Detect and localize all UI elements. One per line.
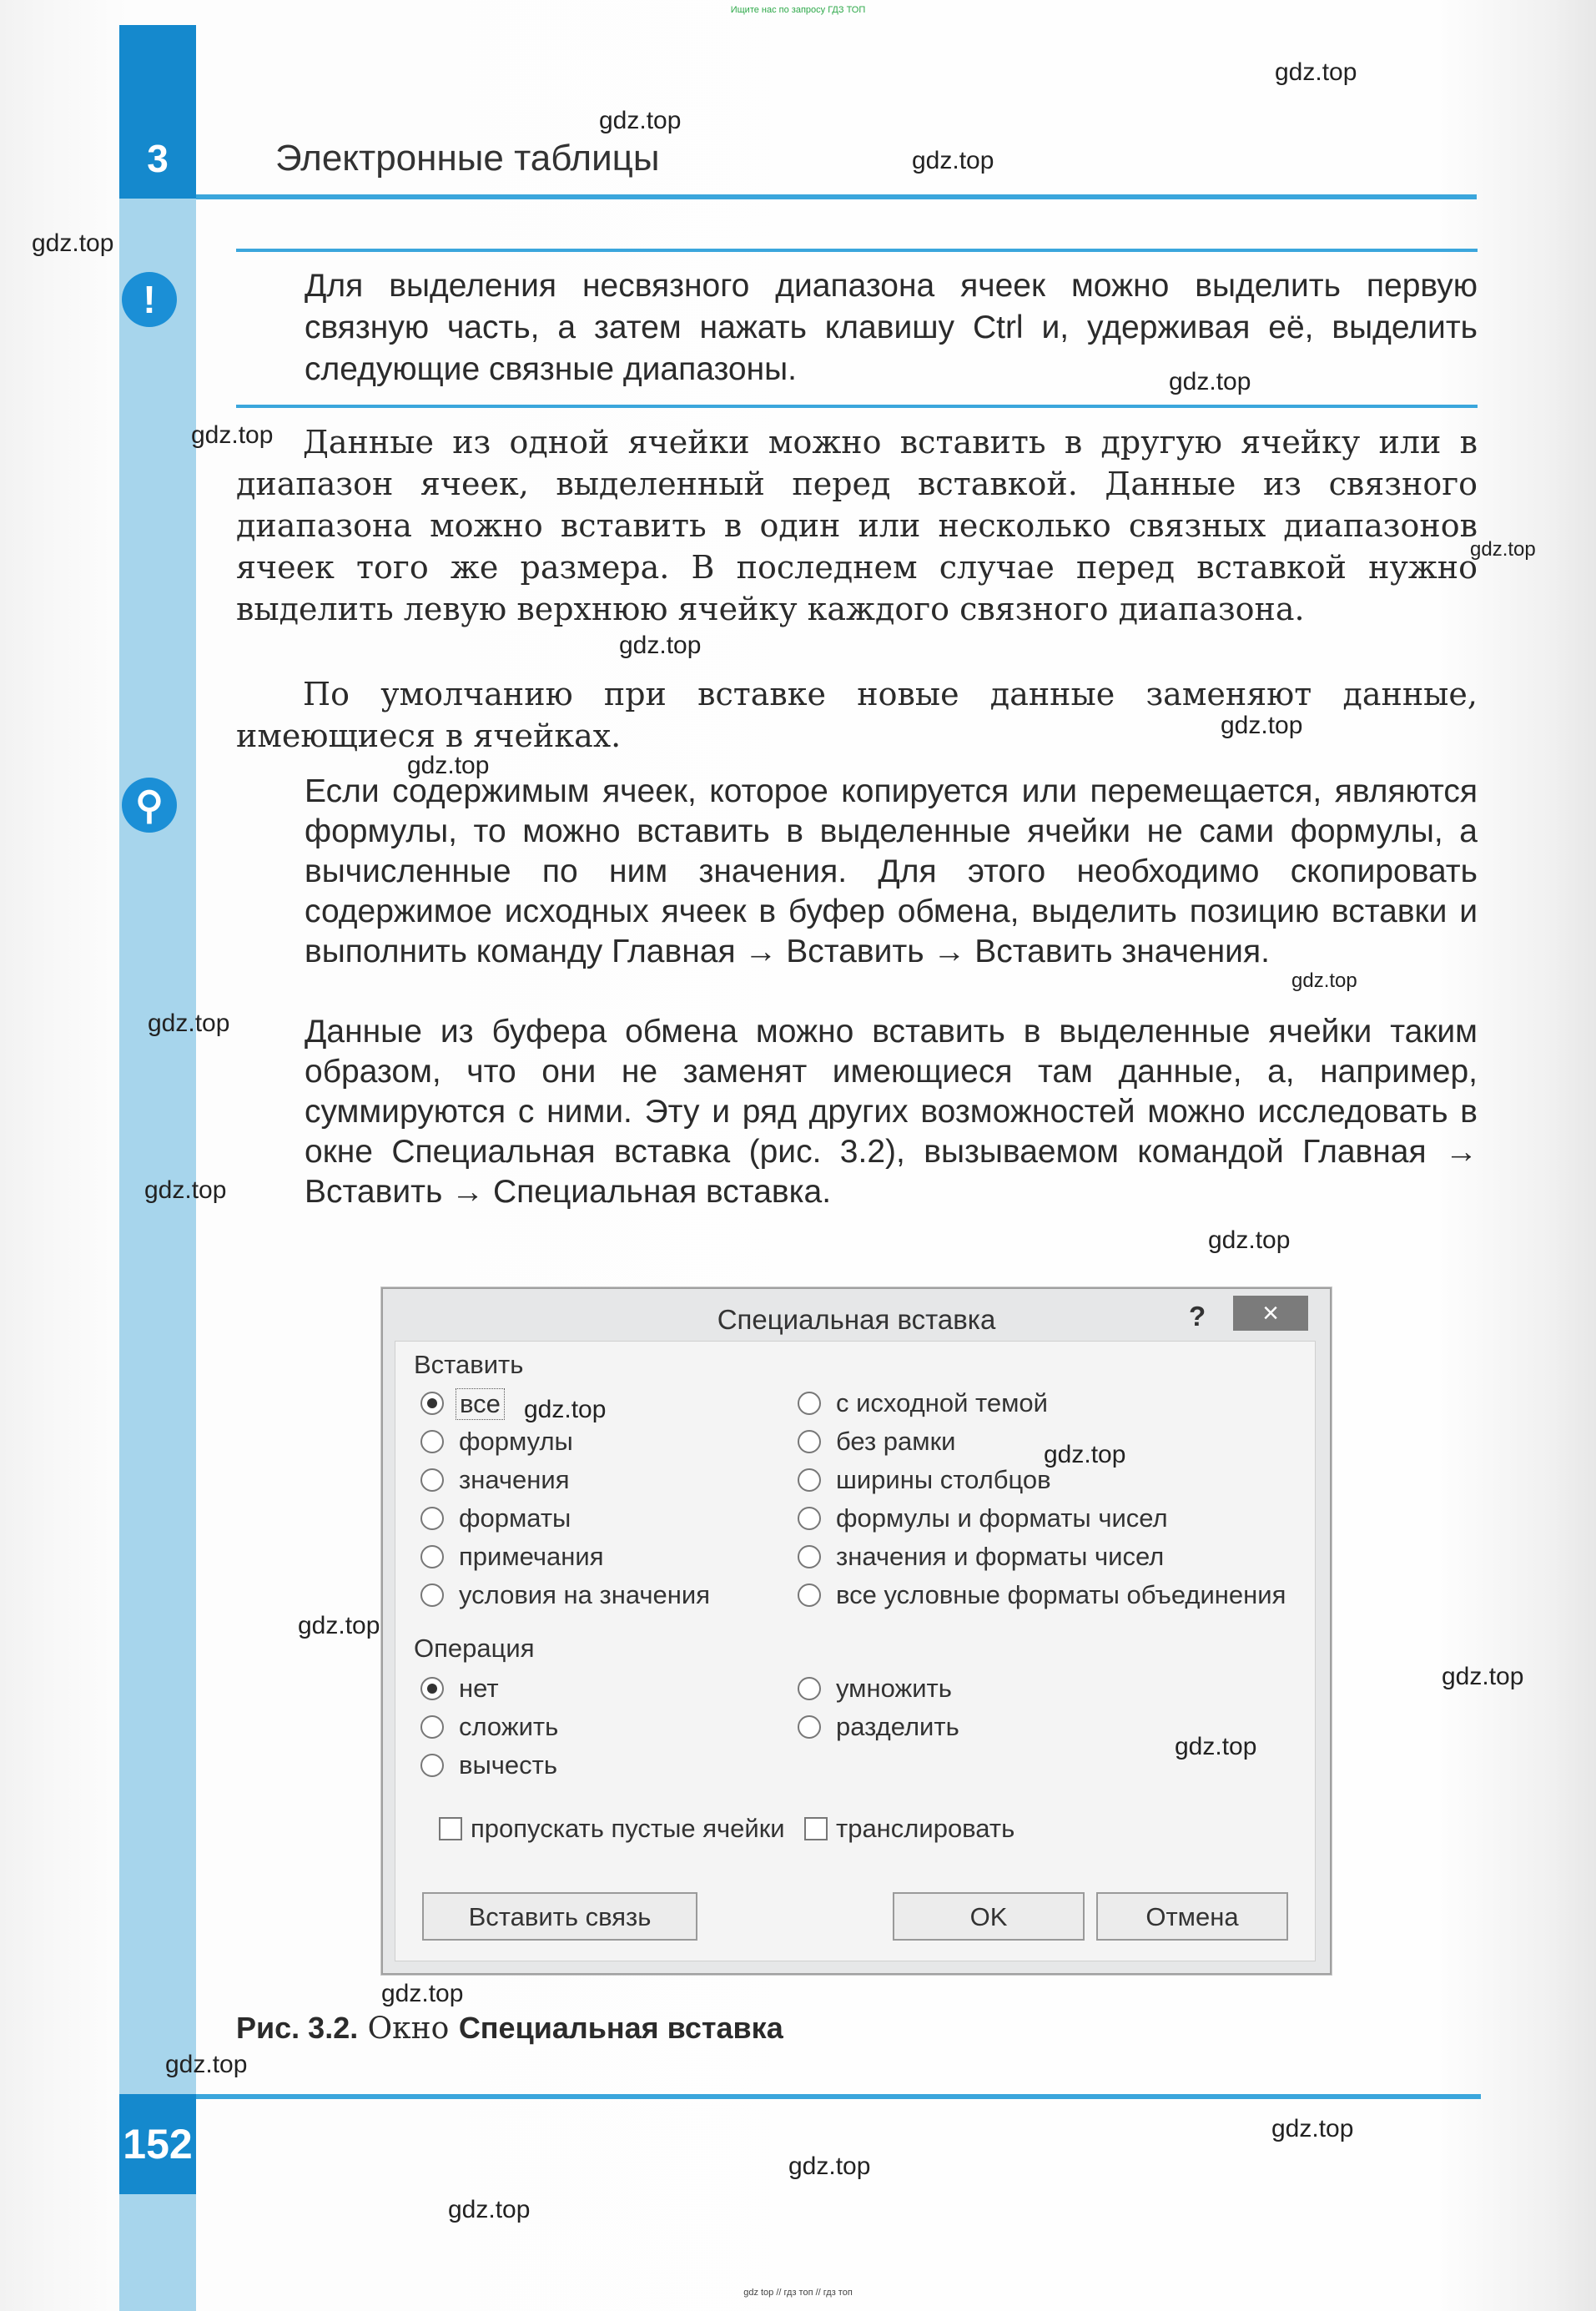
- chapter-title: Электронные таблицы: [275, 138, 660, 179]
- watermark: gdz.top: [1470, 538, 1536, 561]
- watermark: gdz.top: [32, 229, 114, 257]
- exclamation-icon: !: [122, 272, 177, 327]
- operation-section-label: Операция: [414, 1634, 535, 1663]
- transpose-label[interactable]: транслировать: [836, 1814, 1015, 1843]
- paste-section-label: Вставить: [414, 1350, 524, 1379]
- option-none[interactable]: нет: [459, 1674, 499, 1703]
- watermark: gdz.top: [144, 1176, 227, 1204]
- figure-caption: [236, 2011, 783, 2046]
- watermark: gdz.top: [1271, 2115, 1354, 2142]
- watermark: gdz.top: [1208, 1226, 1291, 1254]
- research-text-2: Данные из буфера обмена можно вставить в выделенные ячейки таким образом, что они не заменят имеющиеся там данные, а, например, суммируются с ними. Эту и ряд других возможностей можно исследовать в окне Специальная вставка (рис. 3.2), вызываемом командой Главная → Вставить → Специальная вставка.: [305, 1014, 1478, 1210]
- watermark: gdz.top: [148, 1009, 230, 1037]
- top-note: Ищите нас по запросу ГДЗ ТОП: [730, 5, 866, 15]
- radio-values[interactable]: [420, 1468, 444, 1492]
- bottom-note: gdz top // гдз топ // гдз топ: [743, 2288, 853, 2298]
- option-values[interactable]: значения: [459, 1465, 570, 1494]
- watermark: gdz.top: [448, 2196, 531, 2223]
- caption-label: Рис. 3.2.: [236, 2011, 359, 2045]
- radio-add[interactable]: [420, 1715, 444, 1739]
- footer-rule: [196, 2094, 1481, 2099]
- watermark: gdz.top: [788, 2152, 871, 2180]
- radio-no-borders[interactable]: [798, 1430, 821, 1453]
- note-top-rule: [236, 249, 1478, 252]
- radio-comments[interactable]: [420, 1545, 444, 1568]
- watermark: gdz.top: [407, 752, 490, 779]
- radio-source-theme[interactable]: [798, 1392, 821, 1415]
- option-formulas-number-formats[interactable]: формулы и форматы чисел: [836, 1503, 1168, 1533]
- option-multiply[interactable]: умножить: [836, 1674, 952, 1703]
- watermark: gdz.top: [191, 421, 274, 449]
- option-source-theme[interactable]: с исходной темой: [836, 1388, 1048, 1417]
- radio-divide[interactable]: [798, 1715, 821, 1739]
- research-text-1: Если содержимым ячеек, которое копируется или перемещается, являются формулы, то можно вставить в выделенные ячейки не сами формулы, а вычисленные по ним значения. Для этого необходимо скопировать содержимое исходных ячеек в буфер обмена, выделить позицию вставки и выполнить команду Главная → Вставить → Вставить значения.: [305, 773, 1478, 969]
- watermark: gdz.top: [1221, 712, 1303, 739]
- radio-values-number-formats[interactable]: [798, 1545, 821, 1568]
- watermark: gdz.top: [1169, 368, 1251, 395]
- radio-multiply[interactable]: [798, 1677, 821, 1700]
- note-text: Для выделения несвязного диапазона ячеек можно выделить первую связную часть, а затем нажать клавишу Ctrl и, удерживая её, выделить следующие связные диапазоны.: [305, 268, 1478, 387]
- ok-button[interactable]: OK: [893, 1892, 1085, 1941]
- title-rule: [196, 194, 1477, 199]
- watermark: gdz.top: [619, 632, 702, 659]
- radio-validation[interactable]: [420, 1583, 444, 1607]
- special-paste-dialog: [381, 1287, 1332, 1975]
- option-subtract[interactable]: вычесть: [459, 1750, 557, 1780]
- option-formulas[interactable]: формулы: [459, 1427, 573, 1456]
- skip-blanks-checkbox[interactable]: [439, 1817, 462, 1840]
- option-add[interactable]: сложить: [459, 1712, 559, 1741]
- dialog-title: Специальная вставка: [717, 1304, 996, 1335]
- option-formats[interactable]: форматы: [459, 1503, 571, 1533]
- close-button[interactable]: ×: [1233, 1296, 1308, 1331]
- option-column-widths[interactable]: ширины столбцов: [836, 1465, 1051, 1494]
- watermark: gdz.top: [1442, 1663, 1524, 1690]
- dialog-body: [395, 1341, 1316, 1961]
- option-comments[interactable]: примечания: [459, 1542, 604, 1571]
- page-number: 152: [119, 2094, 196, 2194]
- watermark: gdz.top: [381, 1980, 464, 2007]
- option-no-borders[interactable]: без рамки: [836, 1427, 956, 1456]
- radio-formats[interactable]: [420, 1507, 444, 1530]
- watermark: gdz.top: [912, 147, 994, 174]
- watermark: gdz.top: [1175, 1733, 1257, 1760]
- help-icon[interactable]: ?: [1189, 1301, 1206, 1332]
- side-strip: [119, 25, 196, 2311]
- watermark: gdz.top: [1291, 969, 1357, 992]
- watermark: gdz.top: [1044, 1441, 1126, 1468]
- radio-all[interactable]: [420, 1392, 444, 1415]
- watermark: gdz.top: [1275, 58, 1357, 86]
- radio-merge-conditional[interactable]: [798, 1583, 821, 1607]
- radio-none[interactable]: [420, 1677, 444, 1700]
- option-merge-conditional[interactable]: все условные форматы объединения: [836, 1580, 1286, 1609]
- paste-link-button[interactable]: Вставить связь: [422, 1892, 697, 1941]
- radio-column-widths[interactable]: [798, 1468, 821, 1492]
- watermark: gdz.top: [524, 1396, 607, 1423]
- skip-blanks-label[interactable]: пропускать пустые ячейки: [471, 1814, 785, 1843]
- watermark: gdz.top: [165, 2051, 248, 2078]
- watermark: gdz.top: [298, 1612, 380, 1639]
- note-bottom-rule: [236, 405, 1478, 408]
- cancel-button[interactable]: Отмена: [1096, 1892, 1288, 1941]
- watermark: gdz.top: [599, 107, 682, 134]
- paragraph-2: По умолчанию при вставке новые данные заменяют данные, имеющиеся в ячейках.: [236, 676, 1478, 754]
- caption-text: Окно: [367, 2011, 450, 2046]
- radio-formulas-number-formats[interactable]: [798, 1507, 821, 1530]
- paragraph-1: Данные из одной ячейки можно вставить в другую ячейку или в диапазон ячеек, выделенный перед вставкой. Данные из связного диапазона можно вставить в один или несколько связных диапазонов ячеек того же размера. В последнем случае перед вставкой нужно выделить левую верхнюю ячейку каждого связного диапазона.: [236, 424, 1478, 627]
- option-divide[interactable]: разделить: [836, 1712, 959, 1741]
- radio-formulas[interactable]: [420, 1430, 444, 1453]
- caption-name: Специальная вставка: [458, 2011, 783, 2045]
- transpose-checkbox[interactable]: [804, 1817, 828, 1840]
- chapter-number: 3: [119, 25, 196, 199]
- radio-subtract[interactable]: [420, 1754, 444, 1777]
- option-values-number-formats[interactable]: значения и форматы чисел: [836, 1542, 1165, 1571]
- option-all[interactable]: все: [456, 1388, 505, 1420]
- option-validation[interactable]: условия на значения: [459, 1580, 710, 1609]
- magnifier-icon: ⚲: [122, 778, 177, 833]
